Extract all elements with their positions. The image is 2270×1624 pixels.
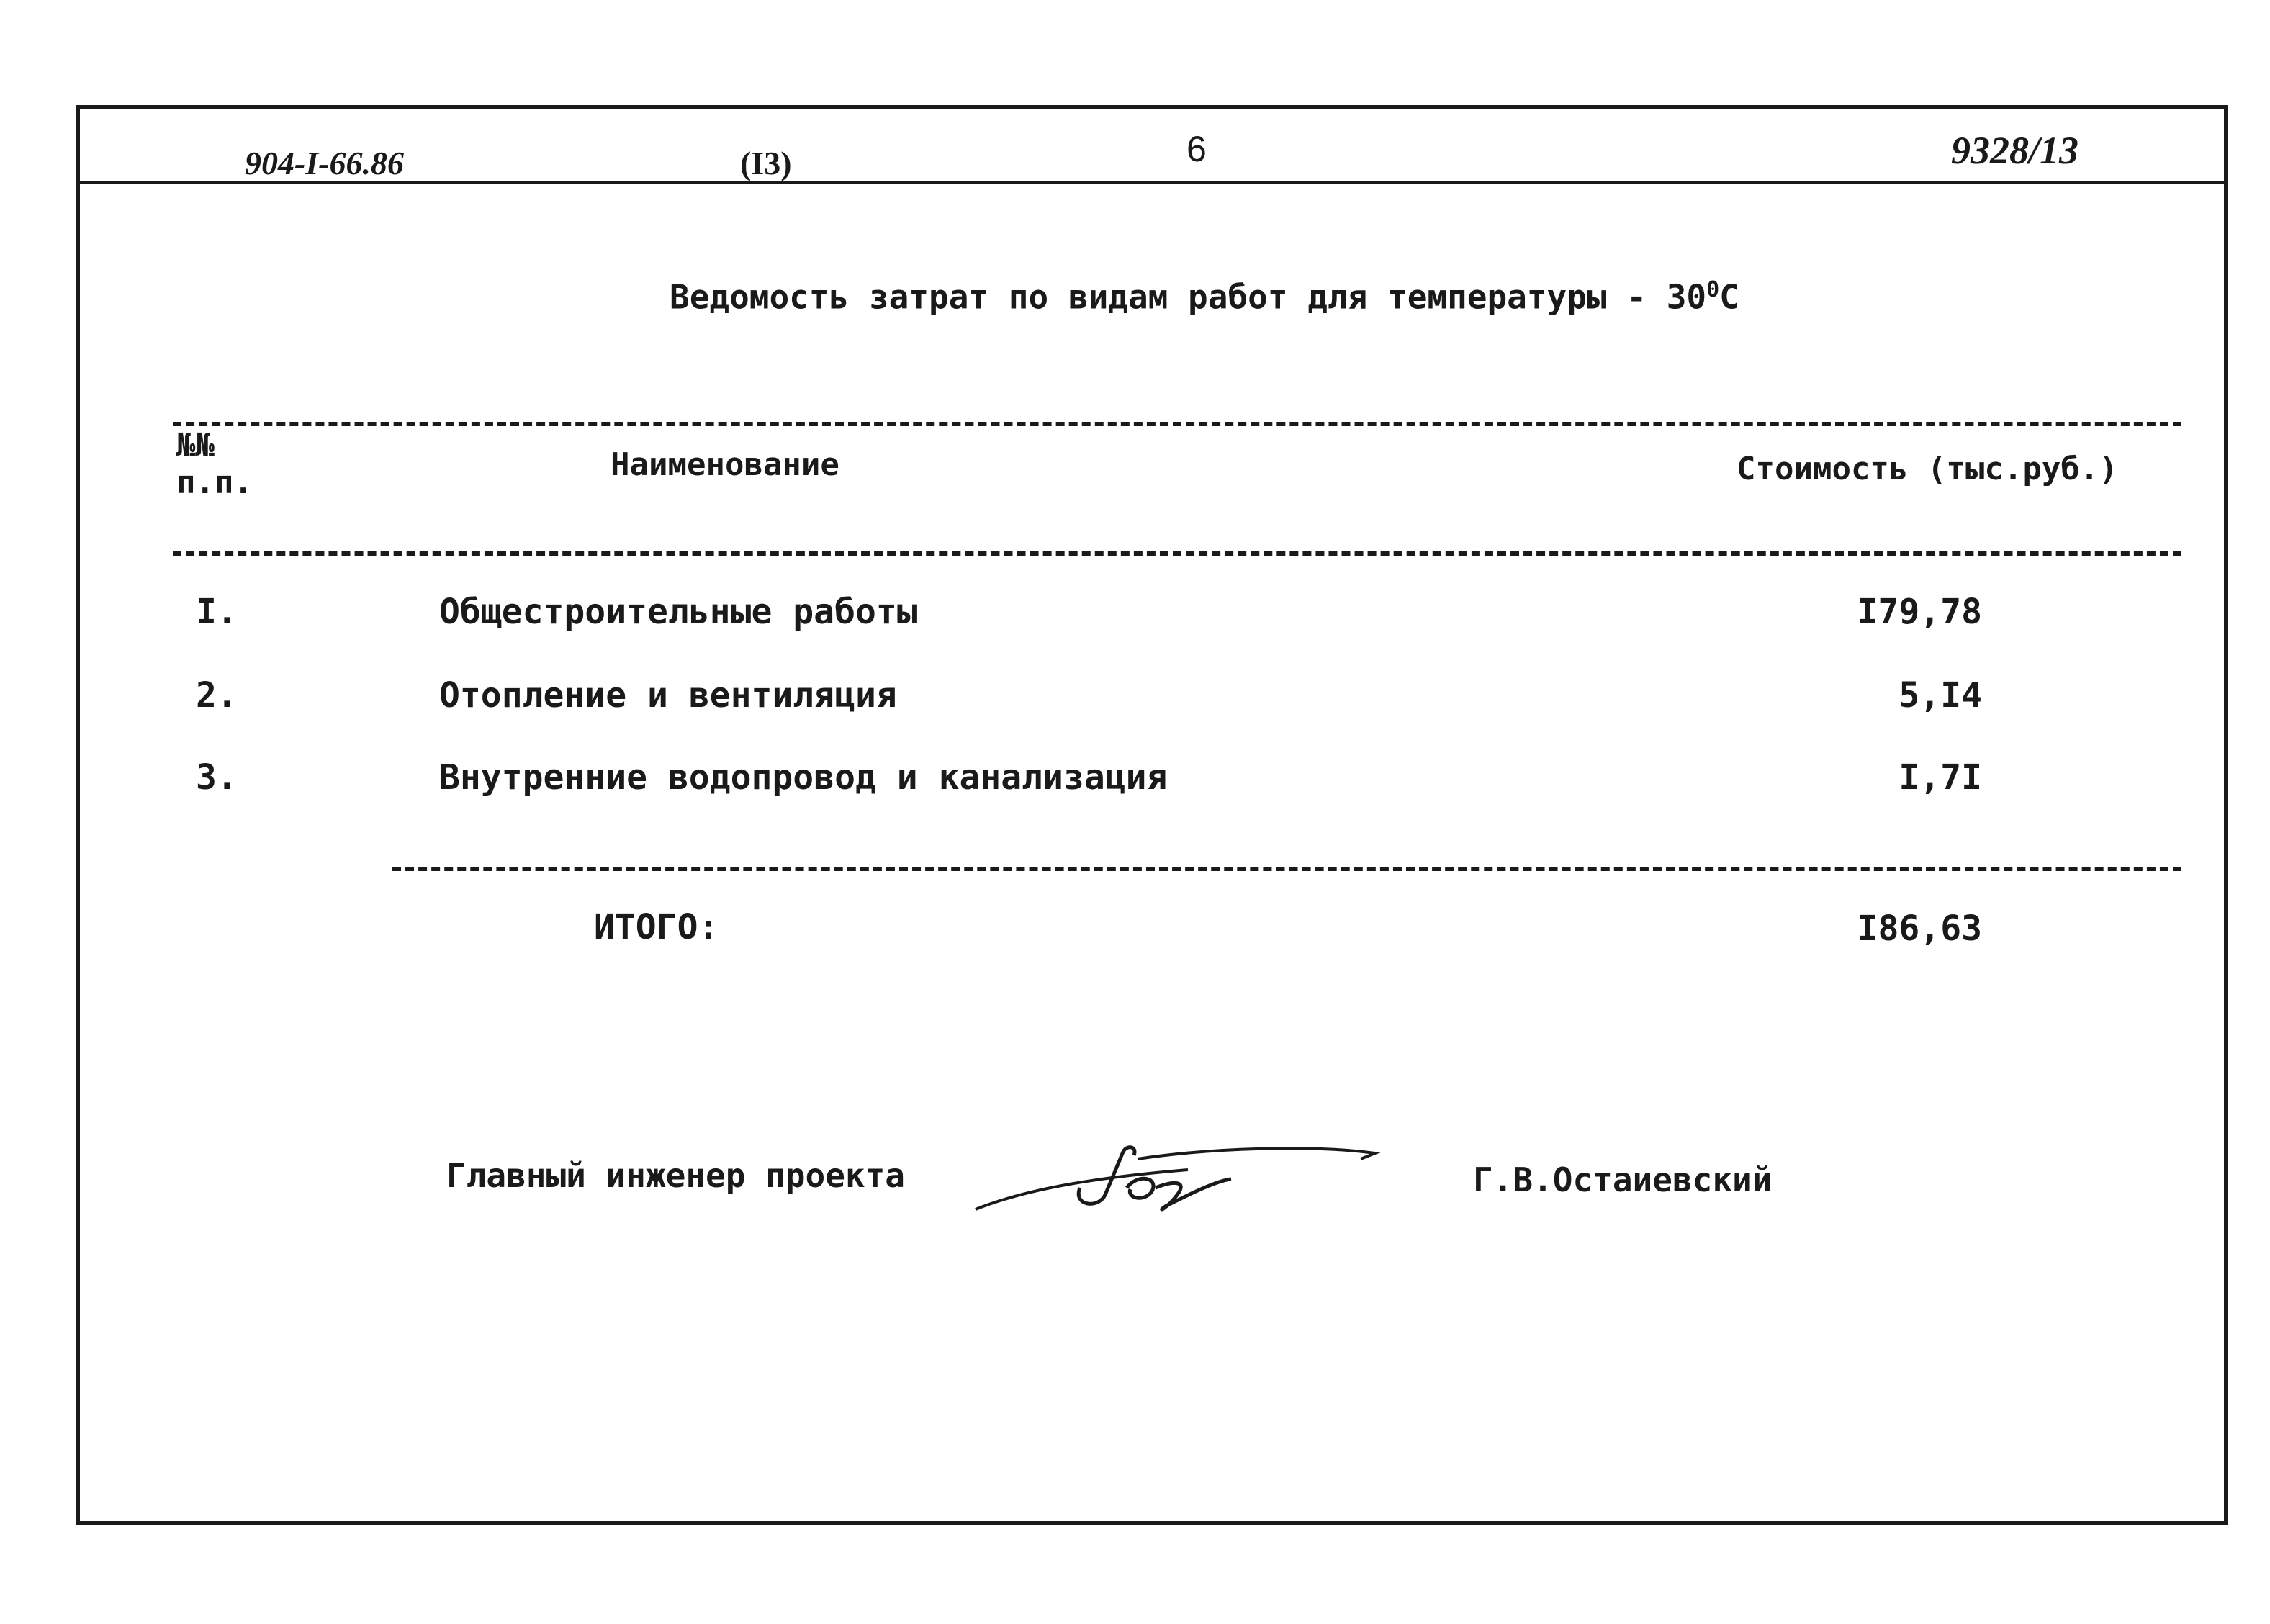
table-top-rule — [173, 422, 2181, 426]
column-header-cost: Стоимость (тыс.руб.) — [1737, 451, 2118, 487]
inventory-number: 9328/13 — [1951, 129, 2079, 172]
document-frame — [76, 105, 2228, 1525]
row-cost: I79,78 — [1857, 592, 1982, 632]
total-value: I86,63 — [1857, 908, 1982, 949]
handwritten-signature — [972, 1137, 1390, 1224]
signatory-name: Г.В.Остаиевский — [1473, 1160, 1773, 1199]
row-cost: 5,I4 — [1899, 675, 1982, 716]
page-number: 6 — [1186, 129, 1207, 169]
table-row — [0, 592, 2270, 642]
title-unit: C — [1719, 277, 1739, 317]
row-number: 3. — [196, 757, 238, 798]
table-total-rule — [392, 867, 2181, 871]
row-name: Общестроительные работы — [439, 592, 918, 632]
row-name: Отопление и вентиляция — [439, 675, 897, 716]
column-header-number-sub: п.п. — [176, 464, 253, 501]
title-text: Ведомость затрат по видам работ для температуры - 30 — [670, 277, 1707, 317]
table-header-rule — [173, 551, 2181, 556]
column-header-name: Наименование — [611, 446, 839, 483]
table-row — [0, 757, 2270, 808]
table-row — [0, 675, 2270, 726]
document-code: 904-I-66.86 — [245, 145, 405, 181]
page-title — [670, 277, 1739, 316]
column-header-number: №№ — [176, 427, 215, 464]
sheet-reference: (I3) — [740, 145, 792, 181]
title-degree: 0 — [1706, 277, 1720, 302]
row-cost: I,7I — [1899, 757, 1982, 798]
row-number: 2. — [196, 675, 238, 716]
total-label: ИТОГО: — [594, 907, 719, 947]
row-name: Внутренние водопровод и канализация — [439, 757, 1168, 798]
signatory-role: Главный инженер проекта — [446, 1156, 905, 1195]
row-number: I. — [196, 592, 238, 632]
